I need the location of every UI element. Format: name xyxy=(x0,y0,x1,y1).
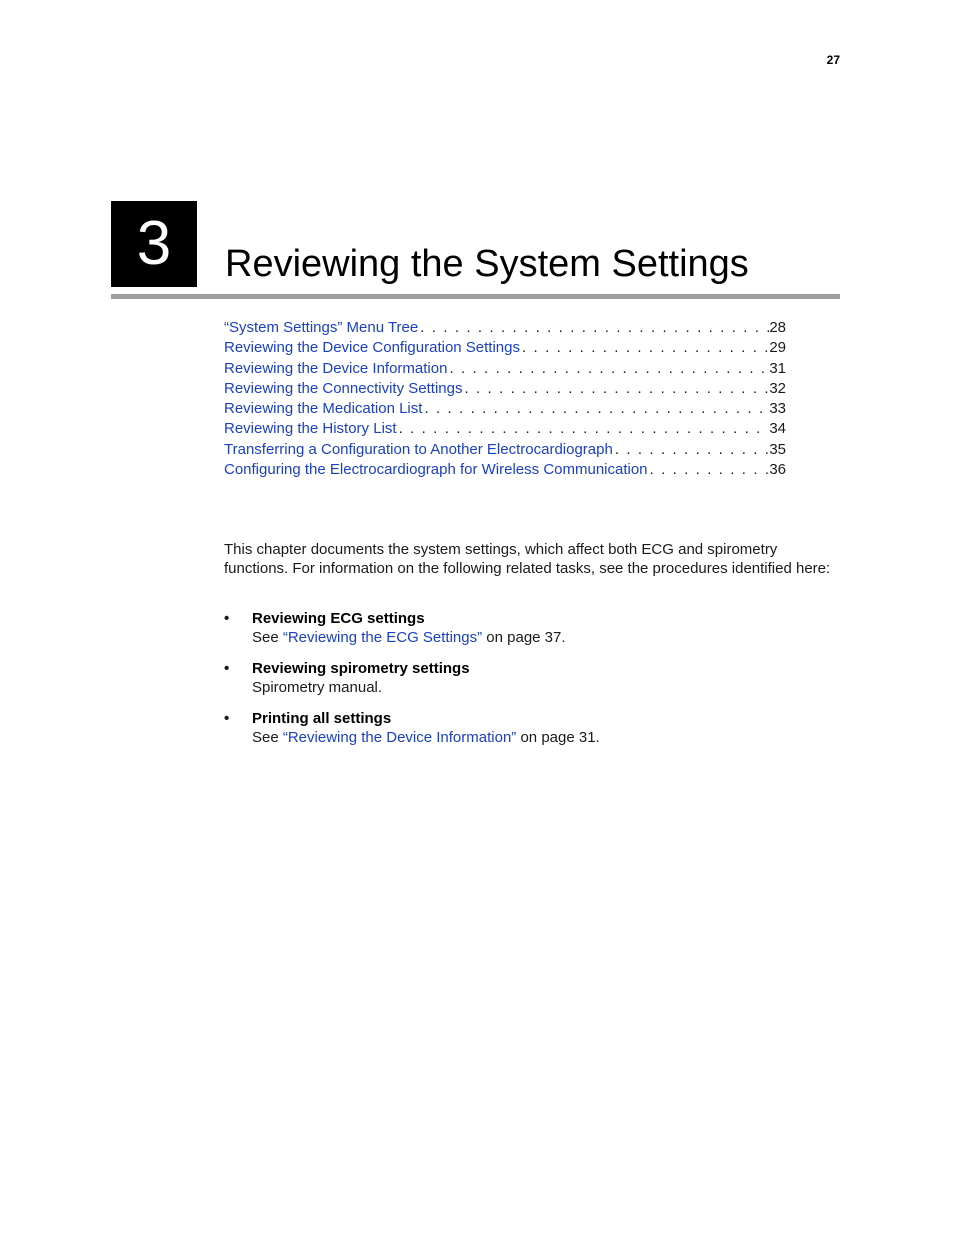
toc-entry[interactable] xyxy=(224,359,786,379)
bullet: • xyxy=(224,610,230,627)
task-reference xyxy=(252,628,824,647)
toc-leader xyxy=(447,359,769,379)
related-task xyxy=(224,609,824,647)
toc-entry-label[interactable]: Reviewing the Device Configuration Settings xyxy=(224,339,520,357)
task-ref-prefix: See xyxy=(252,729,283,746)
toc-entry-page[interactable]: 28 xyxy=(769,319,786,336)
related-task xyxy=(224,709,824,747)
toc-entry-page[interactable]: 33 xyxy=(769,400,786,418)
toc-leader xyxy=(648,460,770,480)
title-rule xyxy=(111,294,840,299)
toc-entry-label[interactable]: Reviewing the Device Information xyxy=(224,359,448,377)
toc-entry-page[interactable]: 34 xyxy=(769,420,786,438)
toc-entry-page[interactable]: 31 xyxy=(769,359,786,377)
task-ref-suffix: on page 37. xyxy=(482,629,566,646)
toc-entry-page[interactable]: 36 xyxy=(769,461,786,479)
chapter-toc xyxy=(224,318,786,480)
task-reference xyxy=(252,728,824,747)
related-task xyxy=(224,659,824,697)
page-number: 27 xyxy=(826,53,840,67)
task-heading: Reviewing ECG settings xyxy=(252,610,425,627)
chapter-number-box: 3 xyxy=(111,201,197,287)
toc-entry[interactable] xyxy=(224,338,786,358)
chapter-title: Reviewing the System Settings xyxy=(225,243,749,285)
toc-entry-label[interactable]: “System Settings” Menu Tree xyxy=(224,319,419,336)
toc-leader xyxy=(613,440,769,460)
chapter-intro: This chapter documents the system settings, which affect both ECG and spirometry functions. For information on the following related tasks, see the procedures identified here: xyxy=(224,541,831,577)
toc-entry-page[interactable]: 29 xyxy=(769,339,786,357)
toc-entry[interactable] xyxy=(224,460,786,480)
toc-entry-page[interactable]: 32 xyxy=(769,379,786,397)
bullet: • xyxy=(224,660,230,677)
toc-leader xyxy=(397,419,770,439)
task-ref-link[interactable]: “Reviewing the Device Information” xyxy=(282,729,517,746)
task-ref-prefix: Spirometry manual. xyxy=(252,679,383,696)
toc-entry-page[interactable]: 35 xyxy=(769,440,786,458)
toc-entry[interactable] xyxy=(224,399,786,419)
task-heading: Printing all settings xyxy=(252,710,392,727)
task-ref-prefix: See xyxy=(252,629,283,646)
task-ref-suffix: on page 31. xyxy=(516,729,600,746)
task-heading: Reviewing spirometry settings xyxy=(252,660,470,677)
toc-entry-label[interactable]: Configuring the Electrocardiograph for Wireless Communication xyxy=(224,461,648,479)
toc-entry[interactable] xyxy=(224,318,786,338)
toc-leader xyxy=(422,399,769,419)
toc-leader xyxy=(462,379,769,399)
toc-entry-label[interactable]: Reviewing the Connectivity Settings xyxy=(224,379,463,397)
toc-leader xyxy=(418,318,769,338)
task-reference xyxy=(252,678,824,697)
toc-entry[interactable] xyxy=(224,379,786,399)
toc-entry-label[interactable]: Reviewing the History List xyxy=(224,420,397,438)
task-ref-link[interactable]: “Reviewing the ECG Settings” xyxy=(282,629,483,646)
bullet: • xyxy=(224,710,230,727)
toc-entry[interactable] xyxy=(224,440,786,460)
toc-entry-label[interactable]: Transferring a Configuration to Another Electrocardiograph xyxy=(224,440,613,458)
toc-entry-label[interactable]: Reviewing the Medication List xyxy=(224,400,423,418)
toc-entry[interactable] xyxy=(224,419,786,439)
toc-leader xyxy=(520,338,769,358)
related-tasks-list xyxy=(224,609,824,759)
